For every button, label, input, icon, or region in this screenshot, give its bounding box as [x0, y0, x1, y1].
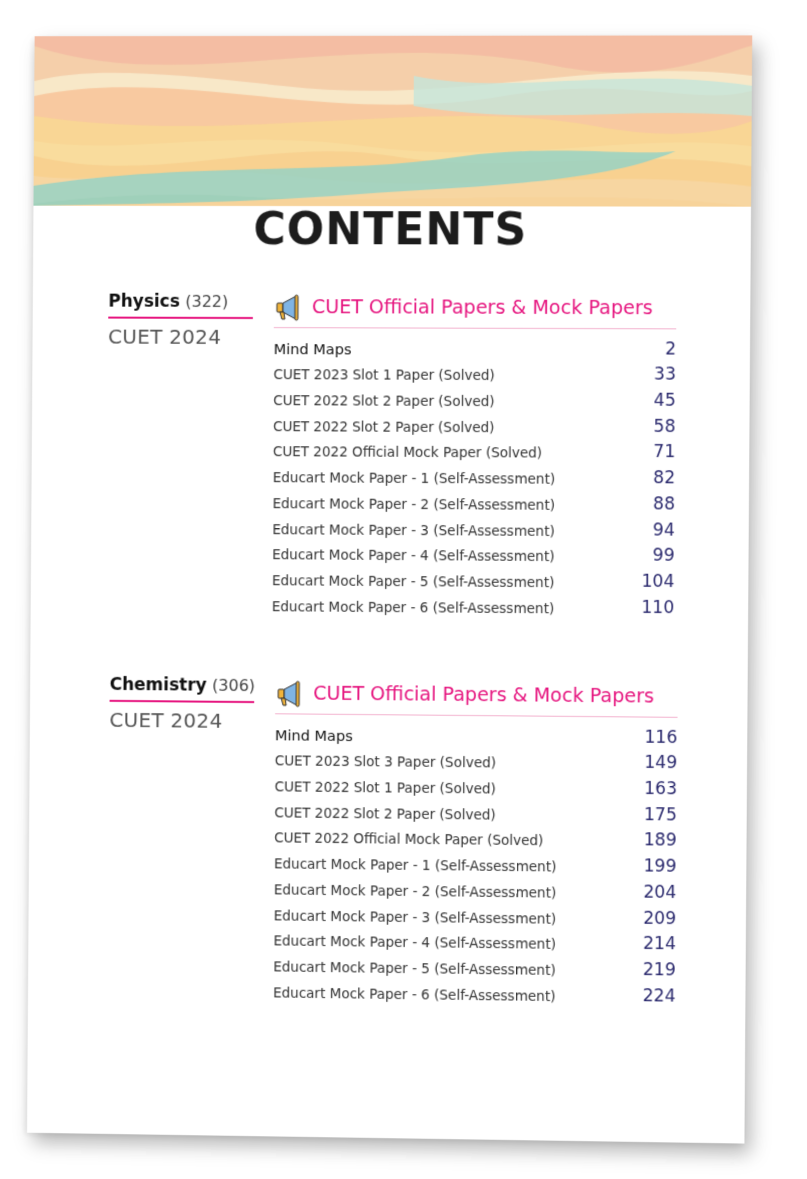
list-item: [275, 718, 678, 747]
entry-label: CUET 2022 Slot 2 Paper (Solved): [273, 393, 495, 411]
entry-page: 199: [643, 856, 677, 877]
list-item: [273, 975, 676, 1006]
entry-label: Educart Mock Paper - 6 (Self-Assessment): [273, 984, 556, 1005]
wave-banner: [33, 35, 752, 206]
subject-page-count: (306): [212, 675, 256, 696]
entry-page: 175: [643, 804, 677, 826]
entry-page: 58: [653, 416, 676, 437]
section-physics: [272, 290, 677, 618]
entry-page: 209: [643, 908, 677, 929]
subject-page-count: (322): [185, 291, 229, 311]
list-item: [272, 589, 675, 618]
entry-label: Educart Mock Paper - 6 (Self-Assessment): [271, 598, 555, 617]
subject-heading: [110, 675, 255, 703]
section-chemistry: [273, 676, 678, 1006]
entry-label: Educart Mock Paper - 2 (Self-Assessment): [272, 495, 556, 514]
list-item: [274, 821, 677, 851]
entry-list: [273, 714, 677, 1006]
entry-label: CUET 2022 Slot 2 Paper (Solved): [274, 805, 496, 824]
entry-page: 104: [641, 571, 675, 592]
entry-page: 71: [653, 442, 676, 463]
list-item: [272, 512, 675, 540]
entry-list: [272, 328, 676, 618]
list-item: [273, 950, 676, 981]
section-title: CUET Official Papers & Mock Papers: [311, 296, 653, 320]
entry-page: 82: [653, 468, 676, 489]
megaphone-icon: [274, 292, 304, 322]
list-item: [273, 383, 676, 410]
entry-label: Educart Mock Paper - 4 (Self-Assessment): [272, 547, 555, 566]
list-item: [275, 744, 678, 774]
entry-page: 204: [643, 882, 677, 903]
entry-label: Educart Mock Paper - 5 (Self-Assessment): [271, 573, 555, 592]
entry-label: CUET 2023 Slot 1 Paper (Solved): [273, 367, 495, 385]
entry-label: Educart Mock Paper - 3 (Self-Assessment): [273, 907, 557, 928]
list-item: [274, 898, 677, 929]
list-item: [273, 461, 676, 489]
entry-label: Educart Mock Paper - 3 (Self-Assessment): [272, 521, 555, 540]
list-item: [273, 435, 676, 463]
subject-chemistry: [109, 675, 254, 733]
contents-page: [27, 35, 752, 1143]
list-item: [274, 795, 677, 825]
entry-page: 94: [652, 519, 675, 541]
list-item: [274, 847, 677, 877]
list-item: [272, 538, 675, 566]
entry-page: 219: [642, 959, 676, 981]
entry-label: CUET 2023 Slot 3 Paper (Solved): [274, 753, 497, 772]
entry-label: Educart Mock Paper - 2 (Self-Assessment): [273, 882, 557, 902]
entry-label: Educart Mock Paper - 5 (Self-Assessment): [273, 959, 556, 979]
entry-label: Mind Maps: [274, 727, 353, 745]
entry-page: 45: [653, 390, 676, 411]
list-item: [273, 924, 676, 955]
subject-name: Chemistry: [109, 674, 207, 696]
section-title: CUET Official Papers & Mock Papers: [313, 682, 655, 708]
entry-label: CUET 2022 Official Mock Paper (Solved): [272, 444, 543, 462]
list-item: [275, 770, 678, 800]
list-item: [274, 872, 677, 902]
entry-page: 149: [644, 753, 678, 774]
section-header: [275, 676, 678, 718]
section-header: [274, 290, 677, 329]
subject-name: Physics: [108, 291, 180, 312]
list-item: [272, 563, 675, 592]
entry-label: Educart Mock Paper - 1 (Self-Assessment): [273, 856, 557, 876]
entry-page: 33: [653, 364, 676, 386]
subject-physics: [108, 292, 253, 349]
entry-page: 116: [644, 727, 678, 748]
subject-exam: CUET 2024: [108, 324, 222, 349]
entry-page: 189: [643, 830, 677, 852]
list-item: [273, 486, 676, 514]
list-item: [274, 332, 677, 359]
entry-page: 224: [642, 985, 676, 1007]
entry-page: 214: [643, 934, 677, 955]
entry-label: CUET 2022 Slot 1 Paper (Solved): [274, 779, 496, 798]
list-item: [273, 409, 676, 437]
entry-label: CUET 2022 Slot 2 Paper (Solved): [273, 418, 495, 436]
entry-label: Mind Maps: [273, 341, 352, 359]
subject-heading: [108, 292, 253, 319]
entry-page: 99: [652, 545, 675, 567]
entry-label: CUET 2022 Official Mock Paper (Solved): [274, 830, 544, 850]
page-title: CONTENTS: [253, 204, 528, 256]
megaphone-icon: [275, 678, 305, 708]
entry-page: 88: [653, 494, 676, 515]
subject-exam: CUET 2024: [109, 707, 223, 733]
entry-page: 163: [644, 778, 678, 800]
entry-label: Educart Mock Paper - 4 (Self-Assessment): [273, 933, 557, 954]
entry-page: 2: [665, 339, 677, 360]
entry-page: 110: [641, 597, 675, 618]
list-item: [273, 358, 676, 385]
entry-label: Educart Mock Paper - 1 (Self-Assessment): [272, 470, 556, 488]
